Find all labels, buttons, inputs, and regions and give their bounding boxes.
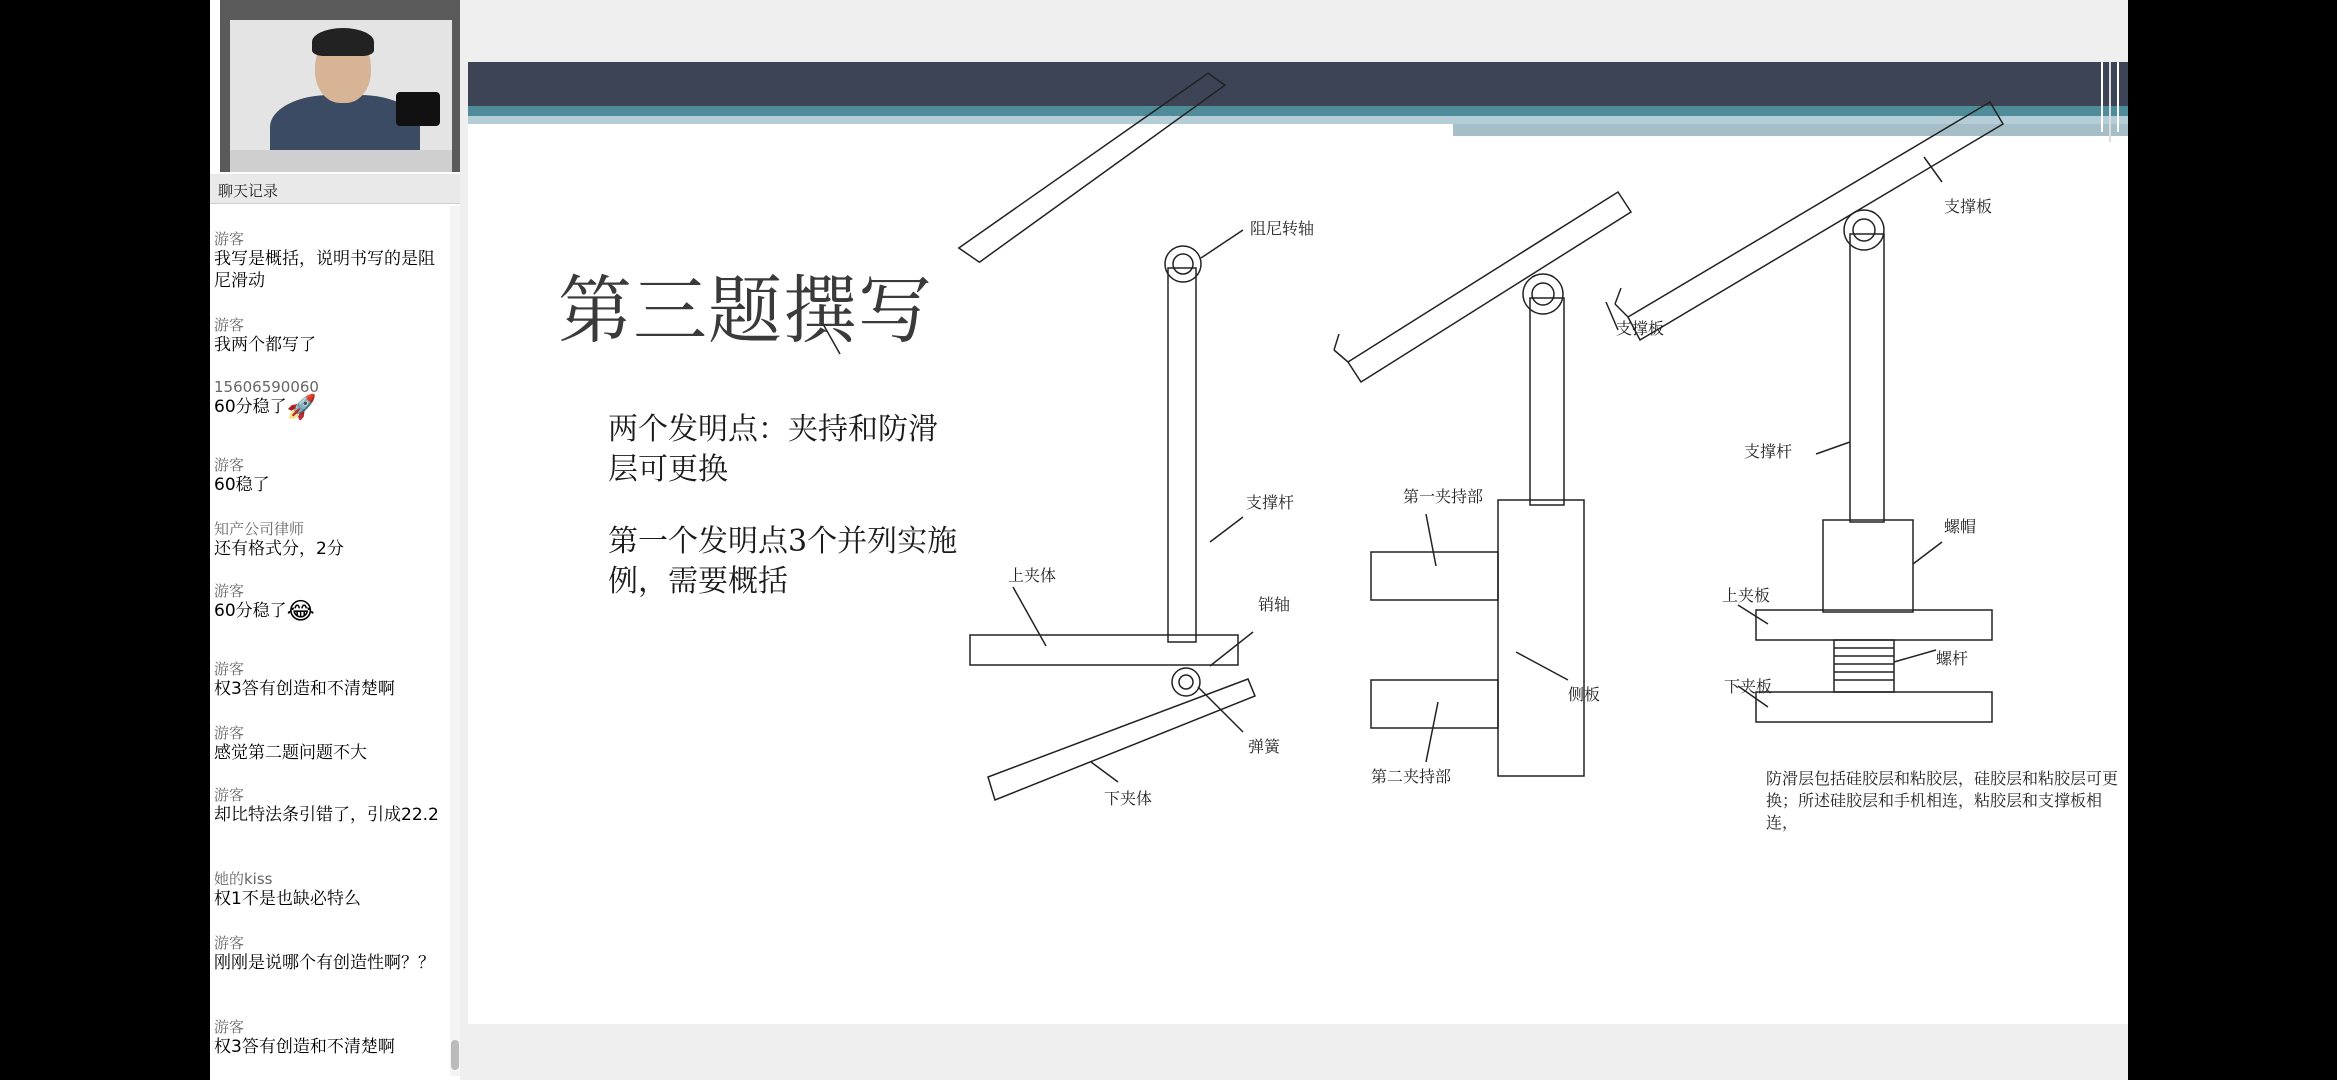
chat-text: 我两个都写了 — [214, 335, 316, 355]
diagram-2 — [1334, 192, 1664, 786]
chat-username: 她的kiss — [214, 870, 273, 888]
chat-message — [214, 316, 446, 356]
chat-message — [214, 786, 446, 826]
microphone — [396, 92, 440, 126]
label-second-clamp: 第二夹持部 — [1371, 767, 1452, 786]
laughing-emoji-icon: 😂 — [286, 597, 315, 625]
chat-header-title: 聊天记录 — [218, 182, 279, 200]
label-spring: 弹簧 — [1248, 737, 1281, 756]
chat-username: 游客 — [214, 786, 245, 804]
chat-username: 知产公司律师 — [214, 520, 305, 538]
chat-message — [214, 520, 446, 560]
chat-text: 感觉第二题问题不大 — [214, 743, 367, 763]
chat-message — [214, 456, 446, 496]
chat-message — [214, 378, 446, 421]
chat-text-body: 60分稳了 — [214, 601, 287, 621]
chat-text: 权1不是也缺必特么 — [214, 889, 361, 909]
label-screw: 螺杆 — [1936, 649, 1969, 668]
chat-text: 60稳了 — [214, 475, 270, 495]
chat-username: 游客 — [214, 1018, 245, 1036]
label-support-rod-2: 支撑杆 — [1744, 442, 1793, 461]
chat-username: 15606590060 — [214, 378, 319, 396]
slide-title: 第三题撰写 — [558, 268, 933, 354]
label-upper-plate: 上夹板 — [1722, 586, 1771, 605]
left-letterbox — [0, 0, 210, 1080]
slide-point-2: 第一个发明点3个并列实施例，需要概括 — [608, 524, 958, 599]
chat-username: 游客 — [214, 934, 245, 952]
chat-message — [214, 870, 446, 910]
chat-message — [214, 724, 446, 764]
chat-message — [214, 934, 446, 974]
chat-text: 权3答有创造和不清楚啊 — [214, 1037, 395, 1057]
label-first-clamp: 第一夹持部 — [1403, 487, 1484, 506]
video-bottom-bar — [230, 150, 452, 172]
chat-username: 游客 — [214, 456, 245, 474]
label-support-board-2: 支撑板 — [1944, 197, 1993, 216]
chat-list[interactable] — [210, 206, 450, 1076]
label-nut: 螺帽 — [1944, 517, 1977, 536]
chat-username: 游客 — [214, 582, 245, 600]
label-lower-clamp: 下夹体 — [1104, 789, 1153, 808]
anti-slip-note: 防滑层包括硅胶层和粘胶层，硅胶层和粘胶层可更换；所述硅胶层和手机相连，粘胶层和支撑板相连， — [1766, 769, 2119, 832]
chat-scrollbar-thumb[interactable] — [451, 1040, 459, 1070]
chat-header — [210, 174, 460, 204]
slide — [468, 62, 2128, 1024]
chat-text: 却比特法条引错了，引成22.2 — [214, 805, 439, 825]
label-support-board: 支撑板 — [1616, 319, 1665, 338]
chat-text: 刚刚是说哪个有创造性啊？？ — [214, 953, 435, 973]
chat-message — [214, 582, 446, 625]
side-panel — [210, 0, 460, 1080]
rocket-emoji-icon: 🚀 — [286, 393, 317, 421]
slide-viewer — [460, 0, 2128, 1080]
slide-point-1: 两个发明点：夹持和防滑层可更换 — [608, 412, 938, 487]
chat-text: 权3答有创造和不清楚啊 — [214, 679, 395, 699]
chat-username: 游客 — [214, 230, 245, 248]
label-pin: 销轴 — [1258, 595, 1291, 614]
label-damping-shaft: 阻尼转轴 — [1250, 219, 1315, 238]
chat-text — [214, 393, 446, 421]
chat-text-body: 60分稳了 — [214, 397, 287, 417]
chat-message — [214, 230, 446, 292]
diagram-1 — [823, 69, 1314, 808]
chat-username: 游客 — [214, 724, 245, 742]
label-side-plate: 侧板 — [1568, 685, 1601, 704]
label-upper-clamp: 上夹体 — [1008, 566, 1057, 585]
chat-text: 我写是概括，说明书写的是阻尼滑动 — [214, 249, 435, 291]
label-support-rod: 支撑杆 — [1246, 493, 1295, 512]
chat-text — [214, 597, 446, 625]
chat-username: 游客 — [214, 660, 245, 678]
presenter-video[interactable] — [220, 0, 460, 172]
chat-username: 游客 — [214, 316, 245, 334]
chat-scrollbar[interactable] — [450, 206, 460, 1076]
label-lower-plate: 下夹板 — [1724, 677, 1773, 696]
chat-message — [214, 1018, 446, 1058]
diagram-3 — [1615, 102, 2003, 722]
patent-diagrams — [468, 62, 2128, 1024]
chat-text: 还有格式分，2分 — [214, 539, 344, 559]
presenter-hair — [312, 28, 374, 56]
chat-message — [214, 660, 446, 700]
right-letterbox — [2128, 0, 2337, 1080]
